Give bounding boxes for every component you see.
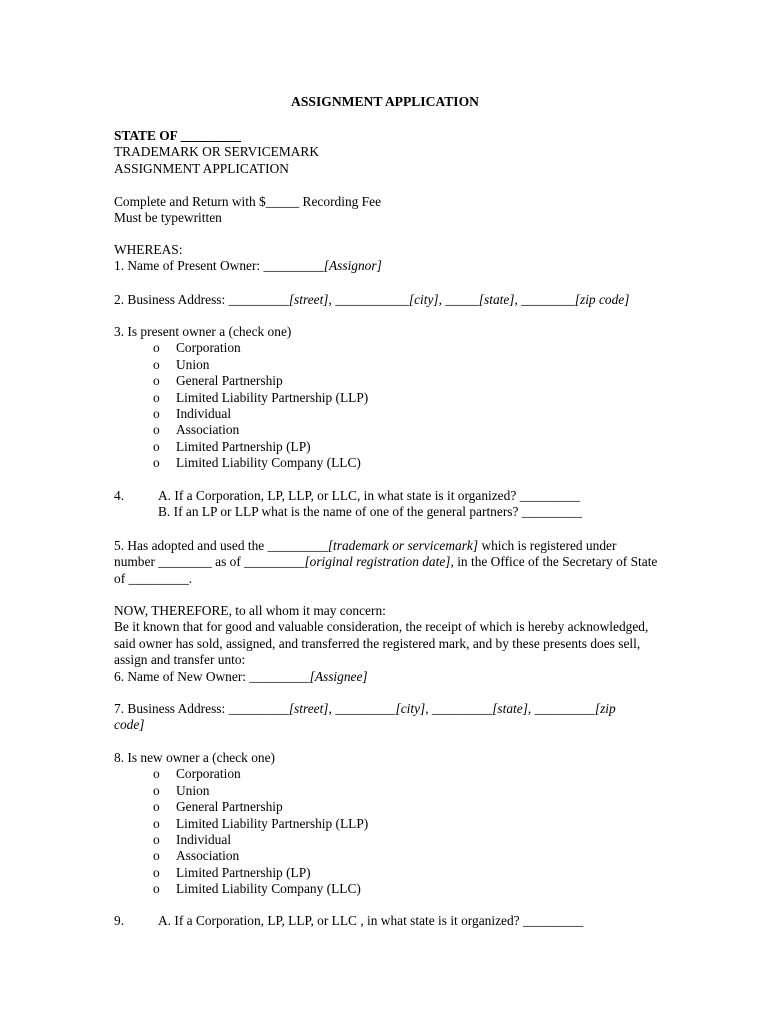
q7-city: [city] bbox=[395, 701, 426, 716]
q1-text: 1. Name of Present Owner: _________ bbox=[114, 258, 324, 274]
q2-sep1: , ___________ bbox=[328, 292, 409, 307]
option-label: Limited Partnership (LP) bbox=[176, 438, 311, 454]
option-label: Individual bbox=[176, 406, 232, 422]
option-label: Association bbox=[176, 422, 240, 438]
whereas-block bbox=[114, 242, 659, 275]
option-label: Individual bbox=[176, 832, 232, 848]
q5-text-1: 5. Has adopted and used the _________ bbox=[114, 538, 328, 553]
state-of-heading: STATE OF _________ bbox=[114, 128, 241, 143]
q8-option-list bbox=[114, 766, 659, 897]
q3-option[interactable] bbox=[114, 455, 659, 471]
consideration-paragraph: Be it known that for good and valuable consideration, the receipt of which is hereby acknowledged, said owner has sold, assigned, and transferred the registered mark, and by these presents does sell, assign and transfer unto: bbox=[114, 619, 649, 668]
checkbox-bullet-icon: o bbox=[153, 799, 160, 815]
q5-text-3: , in the Office of the Secretary of State of _________. bbox=[114, 554, 658, 586]
q8-option[interactable] bbox=[114, 783, 659, 799]
q7-state: [state] bbox=[492, 701, 528, 716]
q2-street: [street] bbox=[288, 292, 329, 307]
option-label: General Partnership bbox=[176, 799, 283, 815]
checkbox-bullet-icon: o bbox=[153, 766, 160, 782]
checkbox-bullet-icon: o bbox=[153, 864, 160, 880]
header-block bbox=[114, 128, 659, 177]
q1-tag: [Assignor] bbox=[323, 258, 382, 274]
checkbox-bullet-icon: o bbox=[153, 848, 160, 864]
q4-number: 4. bbox=[114, 488, 125, 503]
q9-line-a bbox=[114, 913, 659, 929]
q7-sep1: , _________ bbox=[328, 701, 396, 716]
q2-state: [state] bbox=[478, 292, 515, 307]
q9-number: 9. bbox=[114, 913, 125, 928]
checkbox-bullet-icon: o bbox=[153, 881, 160, 897]
q2-zip: [zip code] bbox=[574, 292, 630, 307]
option-label: General Partnership bbox=[176, 373, 283, 389]
option-label: Limited Liability Company (LLC) bbox=[176, 881, 361, 897]
q5-text-2: which is registered under number ________ as of _________ bbox=[114, 538, 617, 570]
q5-mark-registration bbox=[114, 538, 659, 587]
q7-sep2: , _________ bbox=[425, 701, 493, 716]
checkbox-bullet-icon: o bbox=[153, 832, 160, 848]
q2-city: [city] bbox=[408, 292, 439, 307]
q8-option[interactable] bbox=[114, 848, 659, 864]
q1-present-owner bbox=[114, 258, 659, 274]
checkbox-bullet-icon: o bbox=[153, 356, 160, 372]
now-therefore-heading: NOW, THEREFORE, to all whom it may concern: bbox=[114, 603, 386, 618]
checkbox-bullet-icon: o bbox=[153, 455, 160, 471]
option-label: Union bbox=[176, 356, 210, 372]
q2-business-address bbox=[114, 292, 659, 308]
q8-option[interactable] bbox=[114, 881, 659, 897]
option-label: Limited Liability Partnership (LLP) bbox=[176, 389, 369, 405]
checkbox-bullet-icon: o bbox=[153, 340, 160, 356]
checkbox-bullet-icon: o bbox=[153, 815, 160, 831]
header-line-2: ASSIGNMENT APPLICATION bbox=[114, 160, 289, 176]
q3-option[interactable] bbox=[114, 373, 659, 389]
q3-option[interactable] bbox=[114, 390, 659, 406]
q7-sep3: , _________ bbox=[527, 701, 595, 716]
q3-option[interactable] bbox=[114, 357, 659, 373]
document-title: ASSIGNMENT APPLICATION bbox=[291, 94, 479, 109]
typewritten-note: Must be typewritten bbox=[114, 210, 222, 226]
q4-line-a bbox=[114, 488, 659, 504]
option-label: Limited Partnership (LP) bbox=[176, 864, 311, 880]
q5-date-tag: [original registration date] bbox=[304, 554, 451, 570]
q7-zip: [zip code] bbox=[114, 701, 616, 733]
q5-mark-tag: [trademark or servicemark] bbox=[327, 538, 479, 553]
recording-fee-line: Complete and Return with $_____ Recording Fee bbox=[114, 194, 382, 209]
option-label: Corporation bbox=[176, 340, 241, 356]
q3-prompt: 3. Is present owner a (check one) bbox=[114, 324, 292, 339]
checkbox-bullet-icon: o bbox=[153, 389, 160, 405]
header-line-1: TRADEMARK OR SERVICEMARK bbox=[114, 144, 320, 160]
q2-sep3: , ________ bbox=[514, 292, 575, 307]
q2-line bbox=[114, 292, 659, 308]
q9-a-text: A. If a Corporation, LP, LLP, or LLC , in what state is it organized? _________ bbox=[158, 913, 584, 928]
q8-option[interactable] bbox=[114, 832, 659, 848]
option-label: Association bbox=[176, 848, 240, 864]
checkbox-bullet-icon: o bbox=[153, 438, 160, 454]
q3-option[interactable] bbox=[114, 439, 659, 455]
q8-prompt: 8. Is new owner a (check one) bbox=[114, 750, 275, 765]
option-label: Union bbox=[176, 782, 210, 798]
q4-organization bbox=[114, 488, 659, 521]
q6-tag: [Assignee] bbox=[309, 668, 368, 684]
q7-label: 7. Business Address: _________ bbox=[114, 701, 289, 716]
q3-option[interactable] bbox=[114, 340, 659, 356]
checkbox-bullet-icon: o bbox=[153, 422, 160, 438]
q6-text: 6. Name of New Owner: _________ bbox=[114, 668, 310, 684]
intro-block bbox=[114, 194, 659, 227]
q4-a-text: A. If a Corporation, LP, LLP, or LLC, in what state is it organized? _________ bbox=[158, 488, 580, 503]
q3-owner-type bbox=[114, 324, 659, 472]
q8-option[interactable] bbox=[114, 766, 659, 782]
checkbox-bullet-icon: o bbox=[153, 406, 160, 422]
option-label: Corporation bbox=[176, 766, 241, 782]
q8-option[interactable] bbox=[114, 799, 659, 815]
q4-b-text: B. If an LP or LLP what is the name of one of the general partners? _________ bbox=[158, 504, 583, 520]
q8-owner-type bbox=[114, 750, 659, 898]
whereas-heading: WHEREAS: bbox=[114, 242, 183, 257]
q7-business-address bbox=[114, 701, 644, 734]
q3-option[interactable] bbox=[114, 422, 659, 438]
checkbox-bullet-icon: o bbox=[153, 373, 160, 389]
q8-option[interactable] bbox=[114, 865, 659, 881]
q9-organization bbox=[114, 913, 659, 929]
q3-option-list bbox=[114, 340, 659, 471]
q3-option[interactable] bbox=[114, 406, 659, 422]
q2-label: 2. Business Address: _________ bbox=[114, 292, 289, 307]
q2-sep2: , _____ bbox=[438, 292, 479, 307]
option-label: Limited Liability Company (LLC) bbox=[176, 455, 361, 471]
checkbox-bullet-icon: o bbox=[153, 782, 160, 798]
option-label: Limited Liability Partnership (LLP) bbox=[176, 815, 369, 831]
q8-option[interactable] bbox=[114, 816, 659, 832]
q6-new-owner bbox=[114, 669, 659, 685]
now-therefore-block bbox=[114, 603, 659, 685]
q7-street: [street] bbox=[288, 701, 329, 716]
